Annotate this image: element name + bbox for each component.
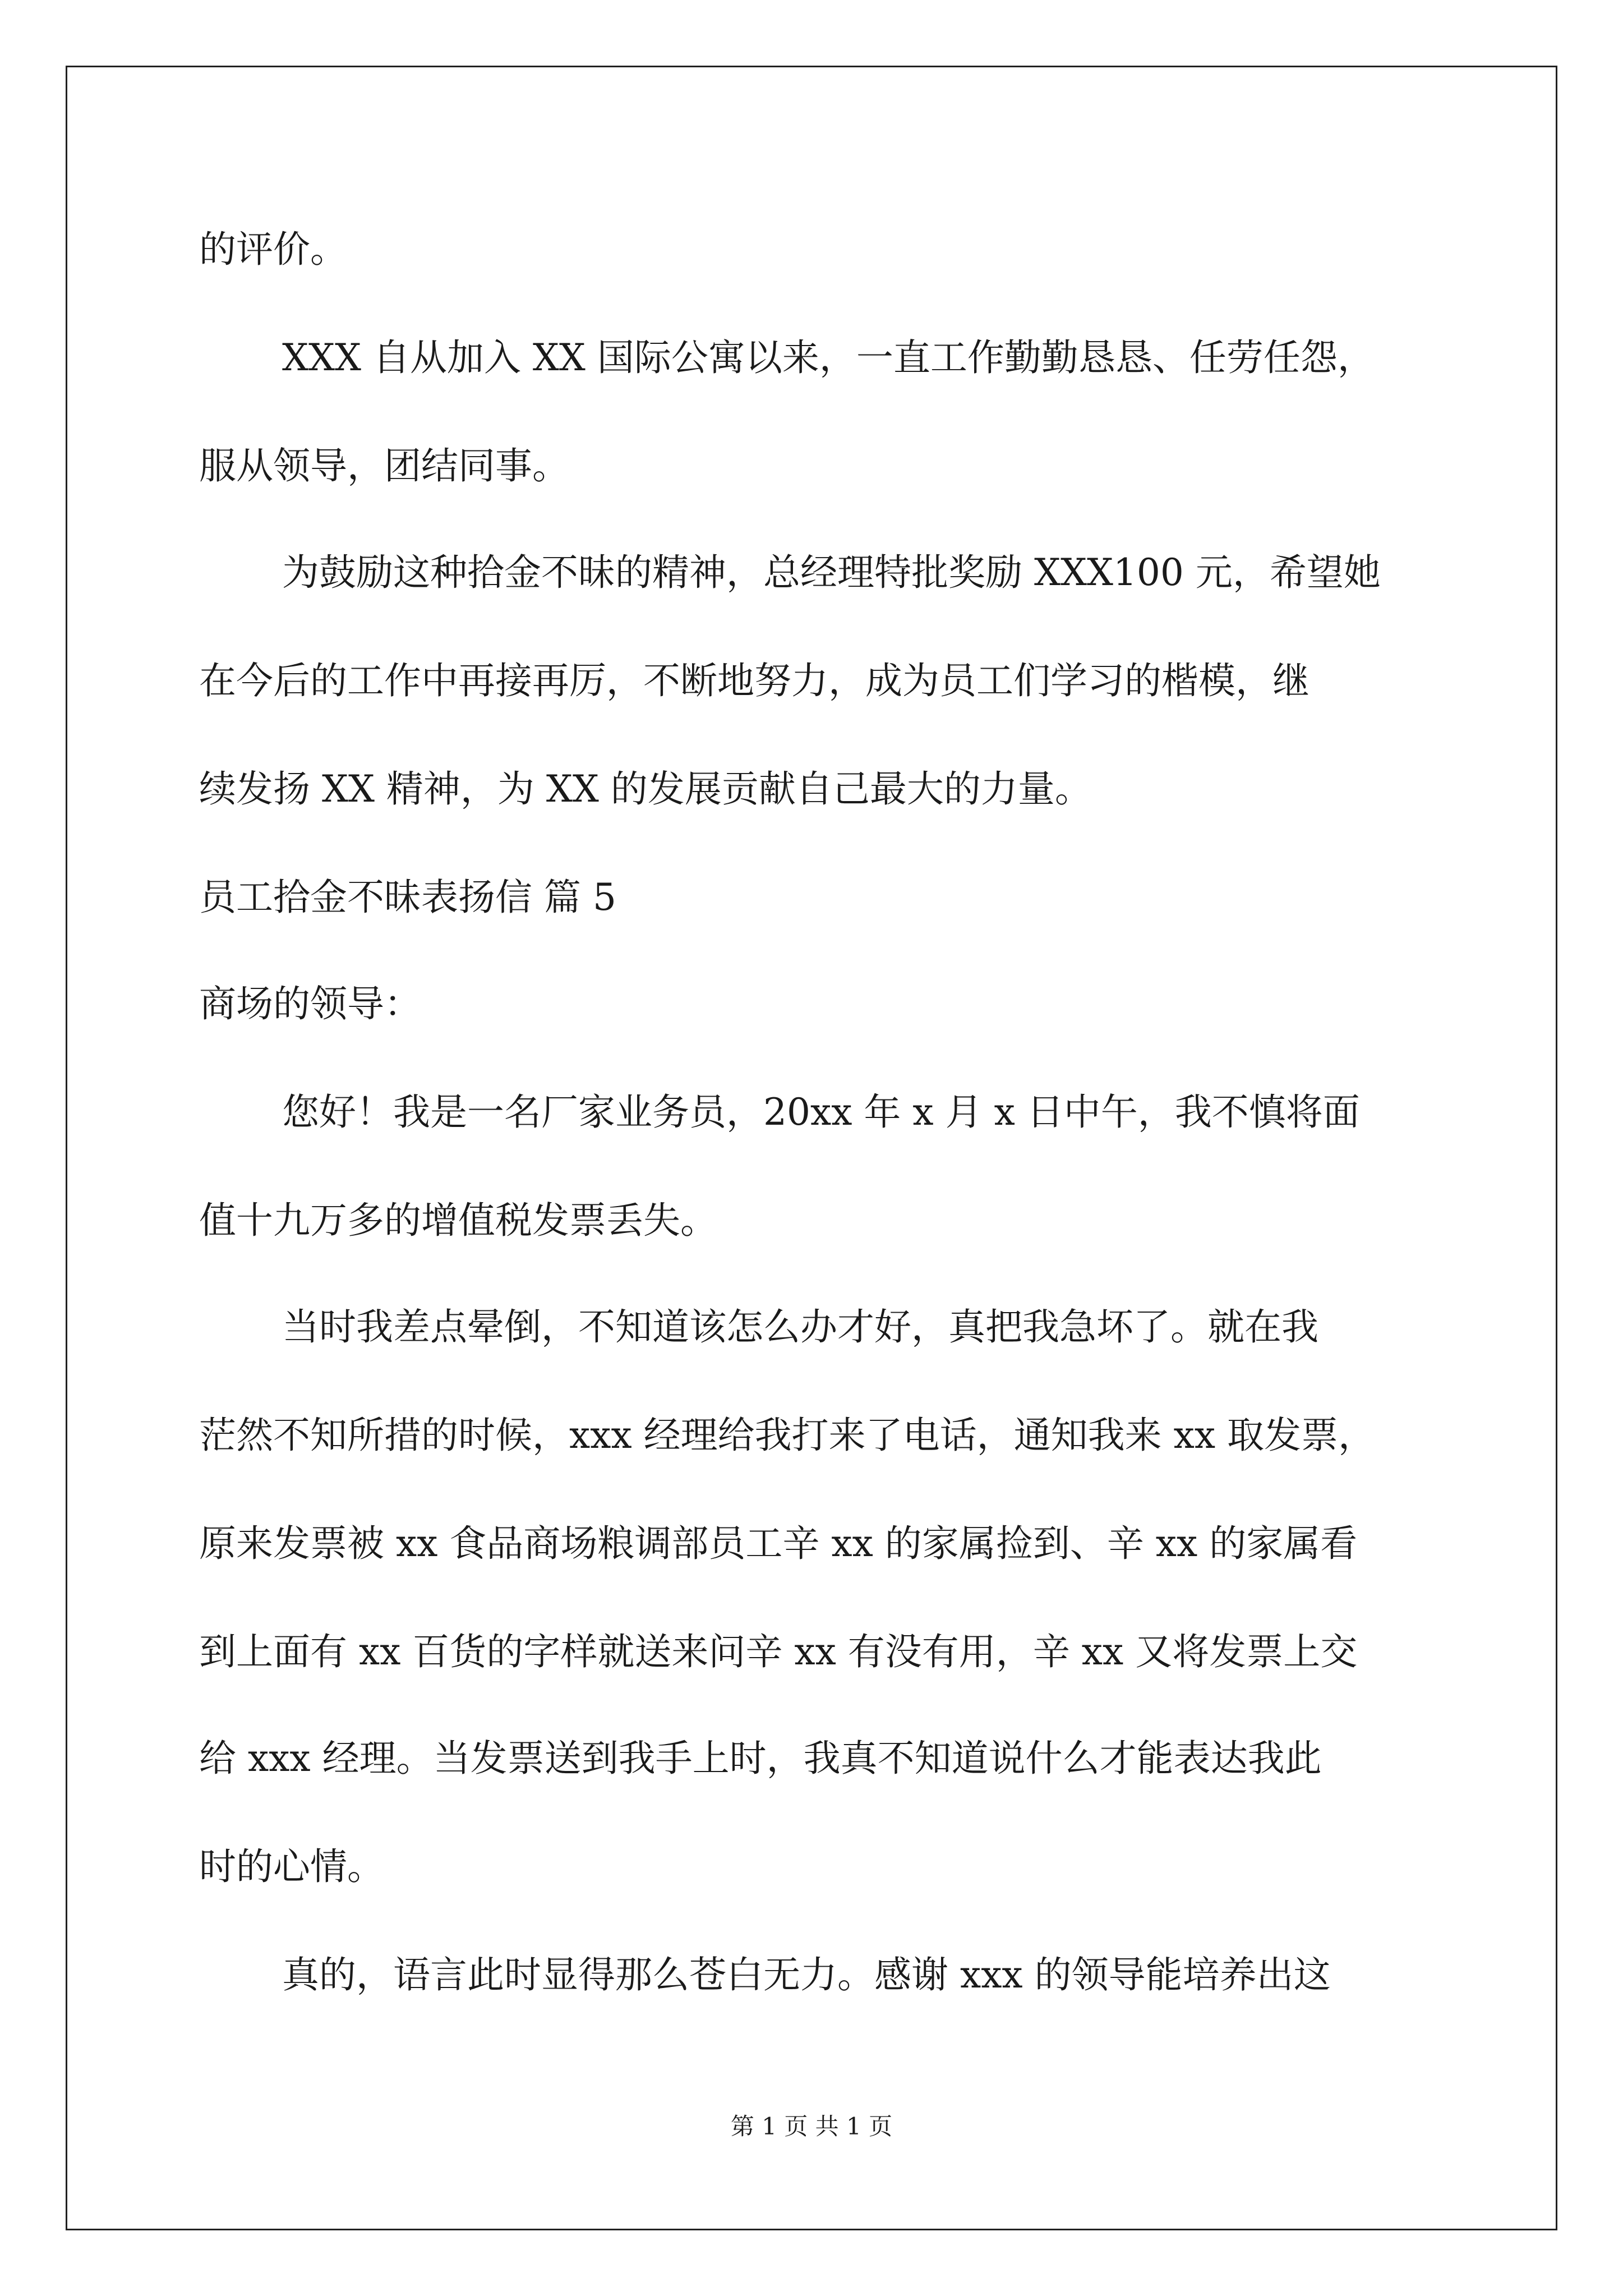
page-footer: 第 1 页 共 1 页 [730, 2113, 893, 2140]
text-line: 到上面有 xx 百货的字样就送来问辛 xx 有没有用，辛 xx 又将发票上交 [199, 1630, 1358, 1673]
text-line: 服从领导，团结同事。 [199, 444, 569, 487]
paragraph-line: 真的，语言此时显得那么苍白无力。感谢 xxx 的领导能培养出这 [282, 1953, 1331, 1996]
paragraph-line: 当时我差点晕倒，不知道该怎么办才好，真把我急坏了。就在我 [282, 1305, 1318, 1349]
text-line: 原来发票被 xx 食品商场粮调部员工辛 xx 的家属捡到、辛 xx 的家属看 [199, 1522, 1358, 1565]
paragraph-line: 您好！我是一名厂家业务员，20xx 年 x 月 x 日中午，我不慎将面 [282, 1091, 1360, 1134]
text-line: 茫然不知所措的时候，xxx 经理给我打来了电话，通知我来 xx 取发票， [199, 1414, 1376, 1457]
paragraph-line: XXX 自从加入 XX 国际公寓以来，一直工作勤勤恳恳、任劳任怨， [282, 336, 1375, 379]
section-heading: 员工拾金不昧表扬信 篇 5 [199, 876, 616, 919]
text-line: 续发扬 XX 精神，为 XX 的发展贡献自己最大的力量。 [199, 767, 1092, 811]
text-line: 在今后的工作中再接再厉，不断地努力，成为员工们学习的楷模，继 [199, 659, 1310, 702]
text-line: 时的心情。 [199, 1845, 384, 1888]
page-border [66, 66, 1557, 2230]
text-line: 的评价。 [199, 228, 347, 271]
salutation: 商场的领导： [199, 982, 421, 1025]
text-line: 给 xxx 经理。当发票送到我手上时，我真不知道说什么才能表达我此 [199, 1737, 1322, 1780]
paragraph-line: 为鼓励这种拾金不昧的精神，总经理特批奖励 XXX100 元，希望她 [282, 551, 1381, 594]
text-line: 值十九万多的增值税发票丢失。 [199, 1199, 717, 1242]
